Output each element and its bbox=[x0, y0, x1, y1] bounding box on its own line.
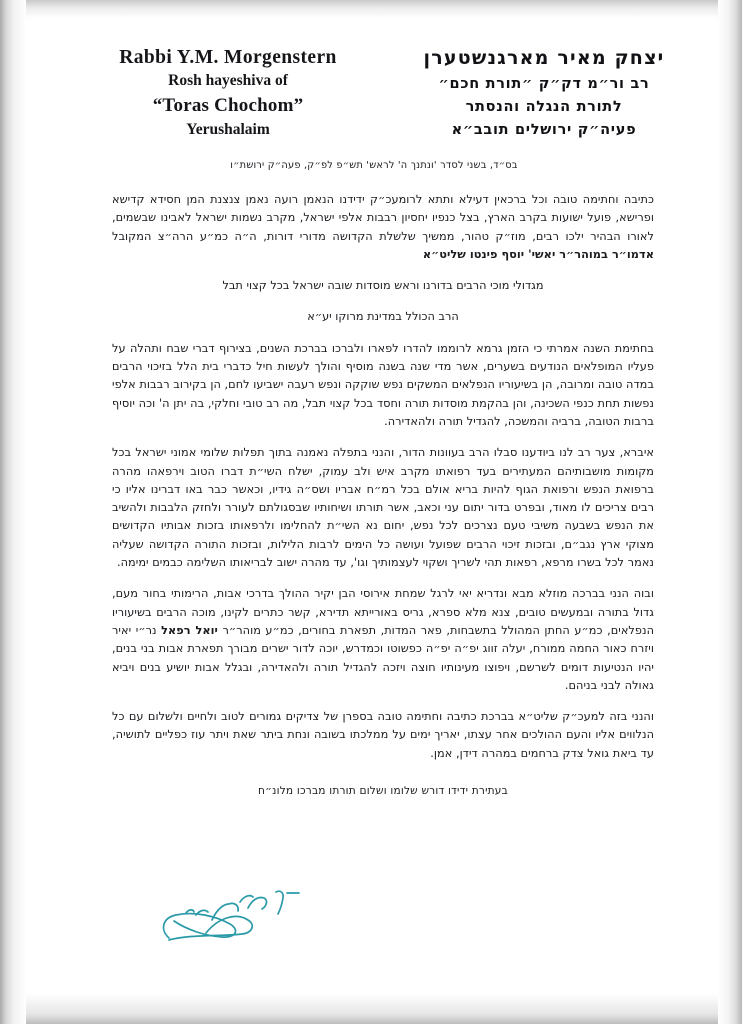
paragraph-four-text-b: נר״י יאיר ויזרח כאור החמה ממורח, יעלה זווג יפ״ה יפ״ה כפשוטו וכמדרש, יוכה לדור ישרים מבורך תפארת אבות בני בנים, יהיו הנטיעות דומים לשרשם, ויפוצו מעינותיו חוצה ויזכה להגדיל תורה ולהאדירה, ובגלל אבות יושיע בנים ויביא גאולה לבני בניהם. bbox=[112, 623, 654, 692]
letterhead-hebrew bbox=[394, 44, 694, 142]
scan-edge-bottom bbox=[0, 994, 742, 1024]
scan-edge-left bbox=[0, 0, 26, 1024]
paragraph-opening-line2: מגדולי מוכי הרבים בדורנו וראש מוסדות שובה ישראל בכל קצוי תבל bbox=[222, 279, 544, 293]
signature-block bbox=[156, 880, 456, 960]
letterhead-subject-he: לתורת הנגלה והנסתר bbox=[465, 98, 623, 115]
letter-sheet bbox=[26, 18, 718, 994]
paragraph-opening-text: כתיבה וחתימה טובה וכל ברכאין דעילא ותתא לרומעכ״ק ידידנו הנאמן רועה נאמן צנצנת המן חסידא קדישא ופרישא, פועל ישועות בקרב הארץ, בצל כנפיו יחסיון רבבות אלפי ישראל, מקרב נשמות ישראל לאבינו שבשמים, לאורו הבהיר ילכו רבים, מוז״ק טהור, ממשיך שלשלת הקדושה מדורי דורות, ה״ה כמ״ע הרה״צ המקובל bbox=[112, 193, 654, 243]
paragraph-three: איברא, צער רב לנו ביודענו סבלו הרב בעוונות הדור, והנני בתפלה נאמנה בתוך תפלות שלומי אמוני ישראל בכל מקומות מושבותיהם המעתירים בעד רפואתו מקרב איש ולב עמוק, ישלח השי״ת דברו הטוב וירפאהו מהרה ברפואת הנפש ורפואת הגוף להיות בריא אולם בכל רמ״ח אבריו ושס״ה גידיו, וכאשר כבר באו דברינו אליו כי רבים צריכים לו מאוד, ובפרט בדור יתום עני וכאב, אשר תורתו ושיחותיו שבסגולתם לעורר ולחזק הלבבות ולהשיב את הנפש בשבעה משיבי טעם נצרכים לכל נפש, יחום נא השי״ת להחלימו ולרפאותו בזכות אבותיו הקדושים מצוקי ארץ נגב״ם, ובזכות זיכוי הרבים שפועל ועושה כל הימים לרבות הלילות, ובזכות התורה הקדושה שעליה נאמר לכל בשרו מרפא, רפאות תהי לשריך ושקוי לעצמותיך וגו', עד מהרה ישוב לבריאותו השלימה כבמים ימימה. bbox=[112, 446, 654, 570]
letterhead-rabbi-name-he: יצחק מאיר מארגנשטערן bbox=[423, 47, 665, 69]
letter-body bbox=[112, 160, 654, 797]
letterhead-yeshiva-name-en: “Toras Chochom” bbox=[152, 94, 304, 116]
paragraph-opening-line3: הרב הכולל במדינת מרוקו יע״א bbox=[307, 310, 459, 324]
letterhead-role-en: Rosh hayeshiva of bbox=[168, 72, 288, 90]
paragraph-opening bbox=[112, 191, 654, 264]
letterhead-city-en: Yerushalaim bbox=[186, 121, 270, 139]
paragraph-five-blessing: והנני בזה למעכ״ק שליט״א בברכת כתיבה וחתימה טובה בספרן של צדיקים גמורים לטוב ולחיים ולשלום עם כל הנלווים אליו והעם ההולכים אחר עצתו, יאריך ימים על ממלכתו בשובה ונחת ביתר שאת ויתר עוז כפליים לתושיה, עד ביאת גואל צדק ברחמים במהרה דידן, אמן. bbox=[112, 710, 654, 760]
scan-edge-top bbox=[0, 0, 742, 18]
letterhead-english bbox=[78, 46, 378, 142]
letterhead-rabbi-name-en: Rabbi Y.M. Morgenstern bbox=[119, 47, 337, 68]
letterhead-role-he: רב ור״מ דק״ק ״תורת חכם״ bbox=[438, 75, 650, 92]
letterhead-city-he: פעיה״ק ירושלים תובב״א bbox=[451, 121, 637, 138]
paragraph-two: בחתימת השנה אמרתי כי הזמן גרמא לרוממו להדרו לפארו ולברכו בברכת השנים, בצירוף דברי שבח ותהלה על פעליו המופלאים הנודעים בשערים, אשר מדי שנה בשנה מוסיף והולך לעשות חיל כדברי בית הלל בזיכוי הרבים במדה טובה ומרובה, הן בשיעוריו הנפלאים המשקים נפש שוקקה ונפש רעבה ישביעו לחם, הן בקירוב רבבות אלפי נפשות תחת כנפי השכינה, והן בהקמת מוסדות תורה וחסד בכל קצוי תבל, מה רב טובי וחלקי, בה יתן ה' וכה יוסיף ברבות הטובה, ברביה והמשכה, להגדיל תורה ולהאדירה. bbox=[112, 341, 654, 428]
honoree-name-bold: אדמו״ר במוהר״ר יאשי' יוסף פינטו שליט״א bbox=[422, 247, 654, 261]
dateline: בס״ד, בשני לסדר 'ונתנך ה' לראש' תש״פ לפ״ק, פעה״ק ירושת״ו bbox=[230, 160, 518, 171]
scan-edge-right bbox=[718, 0, 742, 1024]
chasan-name-bold: יואל רפאל bbox=[161, 623, 218, 637]
closing-line: בעתירת ידידו דורש שלומו ושלום תורתו מברכו מלונ״ח bbox=[258, 785, 508, 798]
paragraph-four-text-a: ובוה הנני בברכה מוזלא מבא ונדריא יאי לרגל שמחת אירוסי הבן יקיר ההולך בדרכי אבות, הרימותי בחור מעם, גדול בתורה ובמעשים טובים, צנא מלא ספרא, גריס באורייתא תדירא, קשר כתרים לקינו, מוכה הרבים בשיעוריו הנפלאים, כמ״ע החתן המהולל בתשבחות, פאר המדות, תפארת בחורים, כמ״ע מוהר״ר bbox=[112, 587, 655, 637]
handwritten-signature-icon bbox=[156, 880, 456, 960]
letterhead bbox=[26, 40, 718, 158]
paragraph-four bbox=[112, 585, 654, 695]
